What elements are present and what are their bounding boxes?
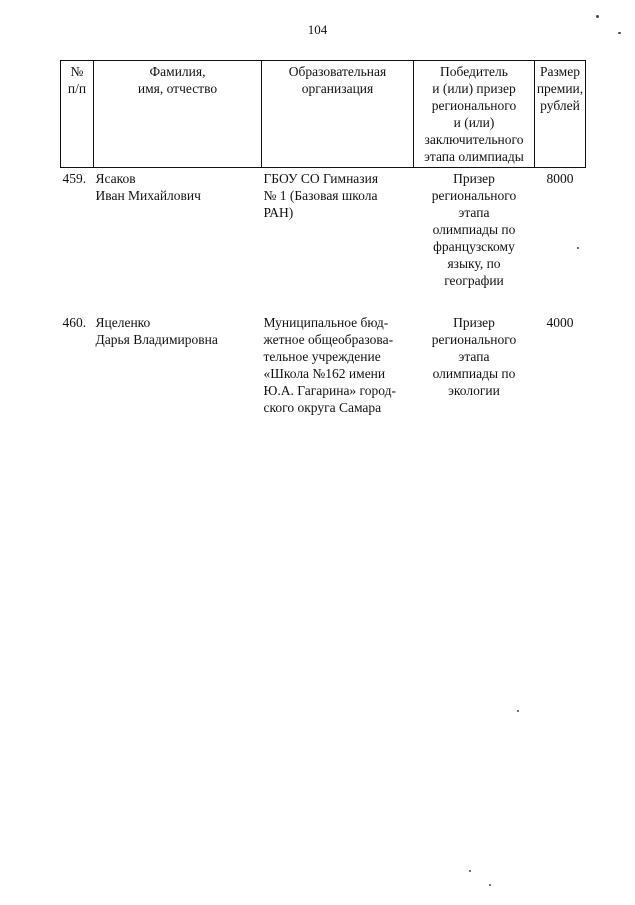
name-line: Яцеленко [95,315,151,330]
scan-speck [469,870,471,872]
olympiad-status [414,168,535,290]
header-status-line: заключительного [424,132,524,147]
org-line: ГБОУ СО Гимназия [263,171,379,186]
olympiad-status [414,312,535,416]
status-line: олимпиады по [432,366,516,381]
awards-table [60,60,586,416]
org-line: № 1 (Базовая школа [263,188,378,203]
status-line: этапа [458,205,490,220]
student-name [94,312,262,416]
scan-speck [517,710,519,712]
name-line: Ясаков [95,171,136,186]
name-line: Иван Михайлович [95,188,201,203]
scan-speck [489,884,491,886]
header-num [61,61,94,168]
header-status-line: и (или) [453,115,495,130]
header-name [94,61,262,168]
row-number: 459. [62,171,87,186]
status-line: языку, по [447,256,501,271]
school-org [262,168,414,290]
org-line: «Школа №162 имени [263,366,386,381]
header-name-line: Фамилия, [149,64,206,79]
header-amount-line: Размер [540,64,580,79]
org-line: РАН) [263,205,294,220]
org-line: Муниципальное бюд- [263,315,389,330]
status-line: географии [444,273,504,288]
table-row [61,312,586,416]
org-line: жетное общеобразова- [263,332,394,347]
header-status-line: этапа олимпиады [424,149,524,164]
header-status-line: и (или) призер [432,81,516,96]
prize-amount: 4000 [546,315,574,330]
status-line: экологии [448,383,500,398]
school-org [262,312,414,416]
status-line: регионального [431,188,517,203]
status-line: этапа [458,349,490,364]
student-name [94,168,262,290]
header-name-line: имя, отчество [137,81,218,96]
header-status-line: регионального [431,98,517,113]
header-status [414,61,535,168]
header-status-line: Победитель [440,64,508,79]
scan-speck [596,15,599,18]
header-amount [535,61,586,168]
name-line: Дарья Владимировна [95,332,218,347]
header-org-line: Образовательная [288,64,387,79]
scan-speck [577,247,579,249]
prize-amount: 8000 [546,171,574,186]
org-line: тельное учреждение [263,349,381,364]
status-line: Призер [453,171,495,186]
row-spacer [61,289,586,312]
status-line: олимпиады по [432,222,516,237]
table-row [61,168,586,290]
page-number: 104 [307,22,328,37]
scan-speck [618,32,621,34]
row-number: 460. [62,315,87,330]
org-line: Ю.А. Гагарина» город- [263,383,396,398]
table-header [61,61,586,168]
header-num-line: № [70,64,84,79]
status-line: регионального [431,332,517,347]
org-line: ского округа Самара [263,400,382,415]
status-line: французскому [433,239,515,254]
header-num-line: п/п [67,81,87,96]
header-org-line: организация [301,81,374,96]
status-line: Призер [453,315,495,330]
header-amount-line: премии, [536,81,584,96]
header-amount-line: рублей [540,98,580,113]
header-org [262,61,414,168]
